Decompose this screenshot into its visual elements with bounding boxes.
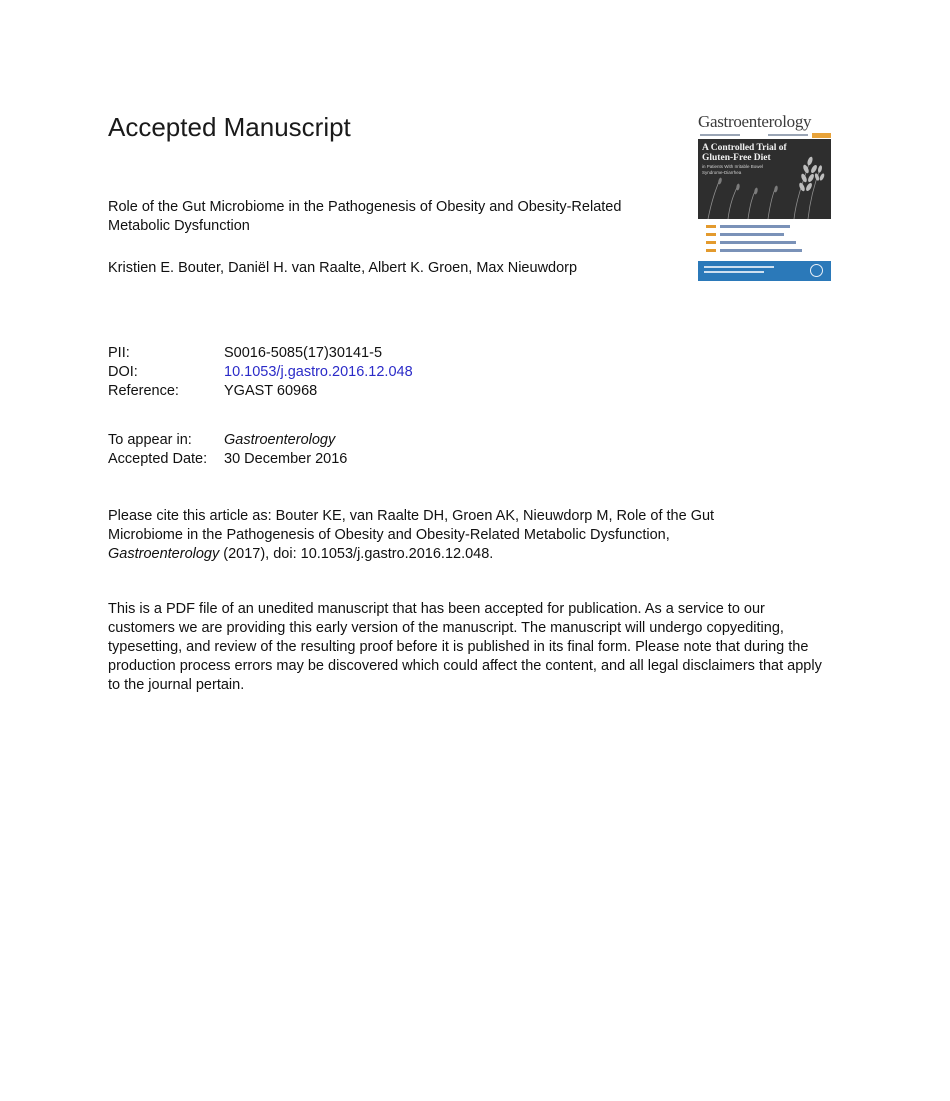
- meta-reference-label: Reference:: [108, 383, 179, 399]
- cover-subhead: in Patients With Irritable Bowel Syndrome-Diarrhea: [702, 164, 764, 175]
- page-heading: Accepted Manuscript: [108, 112, 351, 142]
- citation-paragraph: [108, 507, 768, 564]
- cover-artwork: [698, 139, 831, 219]
- meta-appear-value: Gastroenterology: [224, 432, 336, 448]
- meta-reference: [108, 382, 317, 401]
- meta-pii-label: PII:: [108, 345, 130, 361]
- doi-link[interactable]: 10.1053/j.gastro.2016.12.048: [224, 364, 413, 380]
- cover-contents-list: [698, 221, 831, 261]
- meta-reference-value: YGAST 60968: [224, 383, 318, 399]
- cover-footer-bar: [698, 261, 831, 281]
- meta-accepted: [108, 450, 347, 469]
- meta-appear: [108, 431, 335, 450]
- journal-cover: [698, 113, 831, 281]
- meta-appear-label: To appear in:: [108, 432, 192, 448]
- meta-pii-value: S0016-5085(17)30141-5: [224, 345, 383, 361]
- citation-journal: Gastroenterology: [108, 546, 220, 562]
- seal-icon: [810, 264, 823, 277]
- meta-doi: [108, 363, 413, 382]
- meta-pii: [108, 344, 382, 363]
- meta-doi-label: DOI:: [108, 364, 138, 380]
- citation-text: Please cite this article as: Bouter KE, van Raalte DH, Groen AK, Nieuwdorp M, Role of the Gut Microbiome in the Pathogenesis of Obesity and Obesity-Related Metabolic Dysfunction,: [108, 508, 715, 543]
- cover-headline: A Controlled Trial of Gluten-Free Diet: [702, 143, 787, 163]
- citation-doi: (2017), doi: 10.1053/j.gastro.2016.12.048.: [219, 546, 494, 562]
- cover-info-strip: [698, 132, 831, 139]
- article-authors: Kristien E. Bouter, Daniël H. van Raalte, Albert K. Groen, Max Nieuwdorp: [108, 260, 578, 276]
- meta-accepted-label: Accepted Date:: [108, 451, 208, 467]
- cover-journal-name: Gastroenterology: [698, 113, 812, 131]
- article-title: Role of the Gut Microbiome in the Pathogenesis of Obesity and Obesity-Related Metabolic Dysfunction: [108, 199, 622, 234]
- meta-accepted-value: 30 December 2016: [224, 451, 348, 467]
- disclaimer-paragraph: This is a PDF file of an unedited manuscript that has been accepted for publication. As a service to our customers we are providing this early version of the manuscript. The manuscript will undergo copyediting, typesetting, and review of the resulting proof before it is published in its final form. Please note that during the production process errors may be discovered which could affect the content, and all legal disclaimers that apply to the journal pertain.: [108, 601, 822, 693]
